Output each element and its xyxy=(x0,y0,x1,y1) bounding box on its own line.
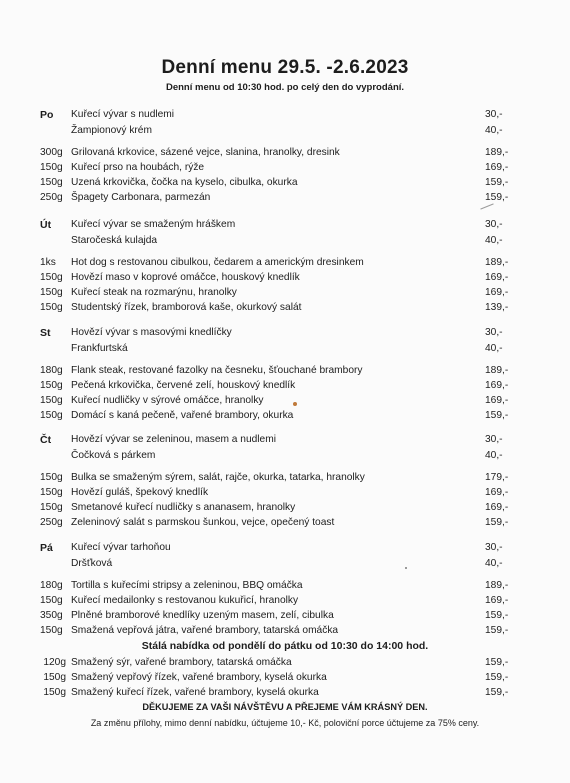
dish-weight: 150g xyxy=(40,162,63,173)
standing-offer-row xyxy=(0,671,570,685)
soup-name: Kuřecí vývar se smaženým hráškem xyxy=(71,219,236,230)
dish-weight: 150g xyxy=(40,302,63,313)
main-dish-row xyxy=(0,394,570,408)
dish-weight: 150g xyxy=(40,177,63,188)
dish-price: 159,- xyxy=(485,687,509,698)
soup-price: 40,- xyxy=(485,558,503,569)
main-dish-row xyxy=(0,486,570,500)
standing-offer-row xyxy=(0,686,570,700)
dish-price: 169,- xyxy=(485,487,509,498)
dish-name: Smetanové kuřecí nudličky s ananasem, hranolky xyxy=(71,502,296,513)
standing-offer-row xyxy=(0,656,570,670)
soup-name: Žampionový krém xyxy=(71,125,152,136)
footer-note: Za změnu přílohy, mimo denní nabídku, účtujeme 10,- Kč, poloviční porce účtujeme za 75% ceny. xyxy=(90,718,480,728)
dish-name: Bulka se smaženým sýrem, salát, rajče, okurka, tatarka, hranolky xyxy=(71,472,365,483)
dish-weight: 150g xyxy=(40,410,63,421)
dish-name: Domácí s kaná pečeně, vařené brambory, okurka xyxy=(71,410,294,421)
dish-price: 159,- xyxy=(485,177,509,188)
day-label: Út xyxy=(40,219,52,231)
dish-price: 169,- xyxy=(485,595,509,606)
soup-price: 40,- xyxy=(485,235,503,246)
dish-name: Hovězí guláš, špekový knedlík xyxy=(71,487,209,498)
dish-name: Kuřecí nudličky v sýrové omáčce, hranolky xyxy=(71,395,264,406)
main-dish-row xyxy=(0,286,570,300)
dish-name: Tortilla s kuřecími stripsy a zeleninou, BBQ omáčka xyxy=(71,580,303,591)
day-label: Po xyxy=(40,109,54,121)
main-dish-row xyxy=(0,301,570,315)
dish-price: 169,- xyxy=(485,395,509,406)
dish-weight: 180g xyxy=(40,365,63,376)
dish-name: Hot dog s restovanou cibulkou, čedarem a americkým dresinkem xyxy=(71,257,364,268)
main-dish-row xyxy=(0,256,570,270)
dish-weight: 150g xyxy=(40,287,63,298)
dish-price: 139,- xyxy=(485,302,509,313)
day-label: St xyxy=(40,327,51,339)
dish-name: Smažená vepřová játra, vařené brambory, tatarská omáčka xyxy=(71,625,339,636)
dish-weight: 250g xyxy=(40,517,63,528)
main-dish-row xyxy=(0,176,570,190)
day-label: Pá xyxy=(40,542,53,554)
dish-name: Zeleninový salát s parmskou šunkou, vejce, opečený toast xyxy=(71,517,335,528)
soup-price: 30,- xyxy=(485,327,503,338)
main-dish-row xyxy=(0,364,570,378)
dish-name: Uzená krkovička, čočka na kyselo, cibulka, okurka xyxy=(71,177,298,188)
dish-weight: 180g xyxy=(40,580,63,591)
dish-name: Plněné bramborové knedlíky uzeným masem, zelí, cibulka xyxy=(71,610,334,621)
dish-price: 169,- xyxy=(485,287,509,298)
dish-price: 159,- xyxy=(485,192,509,203)
dish-price: 169,- xyxy=(485,502,509,513)
main-dish-row xyxy=(0,409,570,423)
page-subtitle: Denní menu od 10:30 hod. po celý den do vyprodání. xyxy=(165,82,405,93)
dish-weight: 150g xyxy=(43,672,66,683)
dish-price: 179,- xyxy=(485,472,509,483)
soup-name: Dršťková xyxy=(71,558,113,569)
dish-weight: 150g xyxy=(40,487,63,498)
dish-price: 189,- xyxy=(485,147,509,158)
main-dish-row xyxy=(0,594,570,608)
dish-weight: 150g xyxy=(43,687,66,698)
main-dish-row xyxy=(0,379,570,393)
dish-price: 189,- xyxy=(485,257,509,268)
dish-price: 189,- xyxy=(485,365,509,376)
dish-weight: 120g xyxy=(43,657,66,668)
main-dish-row xyxy=(0,501,570,515)
soup-name: Kuřecí vývar s nudlemi xyxy=(71,109,175,120)
dish-weight: 150g xyxy=(40,395,63,406)
dish-weight: 150g xyxy=(40,595,63,606)
soup-price: 30,- xyxy=(485,542,503,553)
dish-weight: 350g xyxy=(40,610,63,621)
main-dish-row xyxy=(0,516,570,530)
main-dish-row xyxy=(0,579,570,593)
dish-name: Kuřecí prso na houbách, rýže xyxy=(71,162,205,173)
soup-row xyxy=(0,342,570,356)
main-dish-row xyxy=(0,471,570,485)
dish-price: 169,- xyxy=(485,272,509,283)
dish-price: 169,- xyxy=(485,162,509,173)
dish-weight: 150g xyxy=(40,502,63,513)
page-title: Denní menu 29.5. -2.6.2023 xyxy=(161,57,409,78)
soup-name: Hovězí vývar s masovými knedlíčky xyxy=(71,327,232,338)
soup-price: 40,- xyxy=(485,343,503,354)
dish-name: Smažený kuřecí řízek, vařené brambory, kyselá okurka xyxy=(71,687,319,698)
soup-row xyxy=(0,124,570,138)
dish-price: 159,- xyxy=(485,625,509,636)
soup-price: 30,- xyxy=(485,219,503,230)
soup-row xyxy=(0,557,570,571)
soup-row xyxy=(0,234,570,248)
dish-name: Hovězí maso v koprové omáčce, houskový knedlík xyxy=(71,272,300,283)
main-dish-row xyxy=(0,146,570,160)
dish-weight: 1ks xyxy=(40,257,56,268)
dish-name: Flank steak, restované fazolky na česneku, šťouchané brambory xyxy=(71,365,363,376)
dish-name: Studentský řízek, bramborová kaše, okurkový salát xyxy=(71,302,302,313)
dish-name: Grilovaná krkovice, sázené vejce, slanina, hranolky, dresink xyxy=(71,147,340,158)
dish-weight: 150g xyxy=(40,272,63,283)
scan-speck xyxy=(405,567,407,569)
dish-name: Kuřecí steak na rozmarýnu, hranolky xyxy=(71,287,237,298)
main-dish-row xyxy=(0,161,570,175)
soup-name: Hovězí vývar se zeleninou, masem a nudlemi xyxy=(71,434,276,445)
soup-price: 30,- xyxy=(485,434,503,445)
dish-price: 189,- xyxy=(485,580,509,591)
scan-speck xyxy=(293,402,297,406)
soup-row xyxy=(0,433,570,447)
soup-name: Čočková s párkem xyxy=(71,450,156,461)
soup-row xyxy=(0,218,570,232)
dish-price: 169,- xyxy=(485,380,509,391)
soup-price: 40,- xyxy=(485,450,503,461)
main-dish-row xyxy=(0,191,570,205)
dish-weight: 150g xyxy=(40,625,63,636)
dish-weight: 250g xyxy=(40,192,63,203)
soup-name: Kuřecí vývar tarhoňou xyxy=(71,542,171,553)
dish-name: Smažený sýr, vařené brambory, tatarská omáčka xyxy=(71,657,292,668)
main-dish-row xyxy=(0,271,570,285)
dish-price: 159,- xyxy=(485,517,509,528)
dish-price: 159,- xyxy=(485,610,509,621)
dish-weight: 150g xyxy=(40,380,63,391)
dish-name: Špagety Carbonara, parmezán xyxy=(71,192,211,203)
thanks-line: DĚKUJEME ZA VAŠI NÁVŠTĚVU A PŘEJEME VÁM KRÁSNÝ DEN. xyxy=(142,702,428,712)
soup-price: 40,- xyxy=(485,125,503,136)
main-dish-row xyxy=(0,624,570,638)
soup-name: Frankfurtská xyxy=(71,343,128,354)
soup-name: Staročeská kulajda xyxy=(71,235,158,246)
dish-name: Pečená krkovička, červené zelí, houskový knedlík xyxy=(71,380,296,391)
soup-price: 30,- xyxy=(485,109,503,120)
dish-price: 159,- xyxy=(485,672,509,683)
soup-row xyxy=(0,108,570,122)
dish-price: 159,- xyxy=(485,657,509,668)
soup-row xyxy=(0,326,570,340)
soup-row xyxy=(0,449,570,463)
dish-name: Kuřecí medailonky s restovanou kukuřicí, hranolky xyxy=(71,595,299,606)
dish-name: Smažený vepřový řízek, vařené brambory, kyselá okurka xyxy=(71,672,327,683)
dish-weight: 300g xyxy=(40,147,63,158)
day-label: Čt xyxy=(40,434,52,446)
dish-price: 159,- xyxy=(485,410,509,421)
standing-offer-heading: Stálá nabídka od pondělí do pátku od 10:30 do 14:00 hod. xyxy=(141,640,429,652)
soup-row xyxy=(0,541,570,555)
dish-weight: 150g xyxy=(40,472,63,483)
main-dish-row xyxy=(0,609,570,623)
